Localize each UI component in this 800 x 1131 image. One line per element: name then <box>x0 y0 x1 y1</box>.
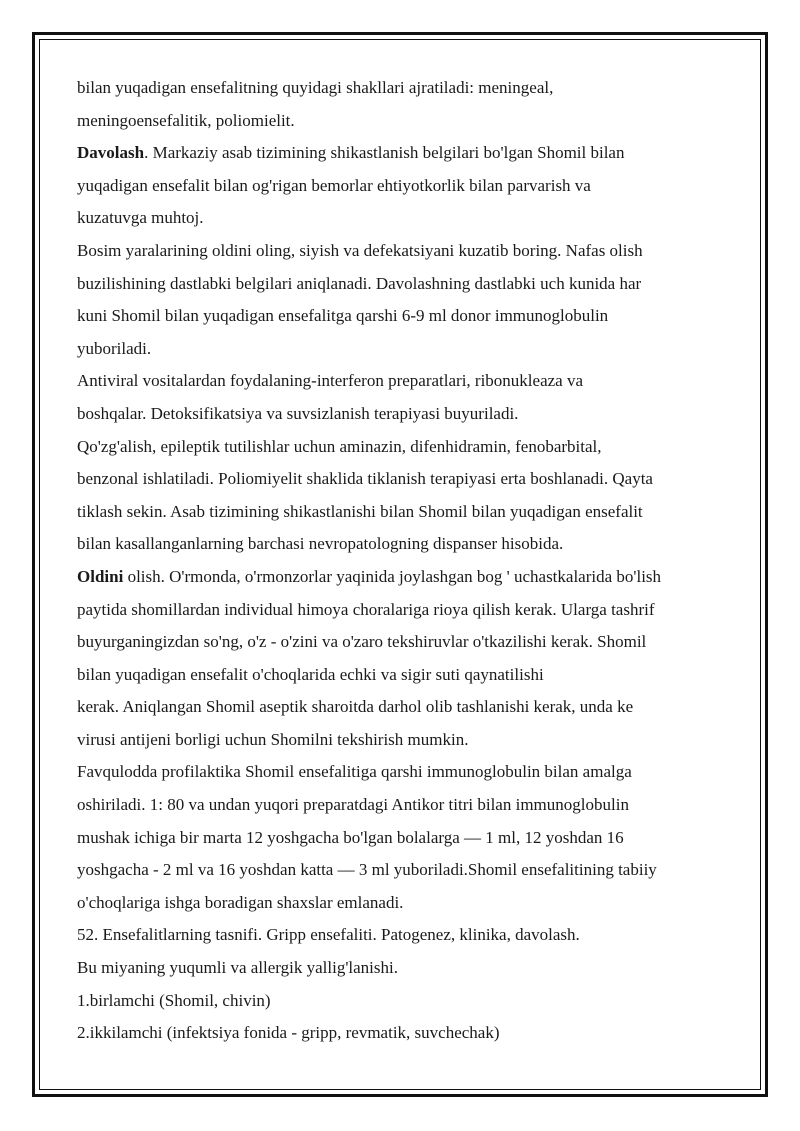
line-text: o'choqlariga ishga boradigan shaxslar emlanadi. <box>77 892 404 912</box>
line-text: bilan yuqadigan ensefalitning quyidagi shakllari ajratiladi: meningeal, <box>77 78 554 97</box>
text-line <box>77 561 727 594</box>
line-text: Bosim yaralarining oldini oling, siyish va defekatsiyani kuzatib boring. Nafas olish <box>77 240 643 260</box>
line-text: virusi antijeni borligi uchun Shomilni tekshirish mumkin. <box>77 729 469 749</box>
text-line <box>77 854 727 887</box>
line-text: buyurganingizdan so'ng, o'z - o'zini va o'zaro tekshiruvlar o'tkazilishi kerak. Shomil <box>77 632 647 652</box>
text-line <box>77 72 727 105</box>
text-line <box>77 333 727 366</box>
line-text: bilan yuqadigan ensefalit o'choqlarida echki va sigir suti qaynatilishi <box>77 664 544 684</box>
line-text: benzonal ishlatiladi. Poliomiyelit shaklida tiklanish terapiyasi erta boshlanadi. Qayta <box>77 469 653 489</box>
line-text: . Markaziy asab tizimining shikastlanish belgilari bo'lgan Shomil bilan <box>144 143 625 163</box>
bold-heading: Oldini <box>77 566 124 586</box>
text-line <box>77 952 727 985</box>
text-line <box>77 463 727 496</box>
text-line <box>77 756 727 789</box>
text-line <box>77 235 727 268</box>
text-line <box>77 268 727 301</box>
line-text: olish. O'rmonda, o'rmonzorlar yaqinida joylashgan bog ' uchastkalarida bo'lish <box>123 566 662 586</box>
line-text: kerak. Aniqlangan Shomil aseptik sharoitda darhol olib tashlanishi kerak, unda ke <box>77 697 634 717</box>
text-line <box>77 822 727 855</box>
line-text: meningoensefalitik, poliomielit. <box>77 110 295 130</box>
document-body <box>77 72 727 1050</box>
line-text: oshiriladi. 1: 80 va undan yuqori preparatdagi Antikor titri bilan immunoglobulin <box>77 795 629 815</box>
text-line <box>77 528 727 561</box>
text-line <box>77 691 727 724</box>
text-line <box>77 202 727 235</box>
line-text: buzilishining dastlabki belgilari aniqlanadi. Davolashning dastlabki uch kunida har <box>77 273 642 293</box>
text-line <box>77 398 727 431</box>
text-line <box>77 659 727 692</box>
text-line <box>77 919 727 952</box>
text-line <box>77 626 727 659</box>
text-line <box>77 594 727 627</box>
text-line <box>77 105 727 138</box>
line-text: tiklash sekin. Asab tizimining shikastlanishi bilan Shomil bilan yuqadigan ensefalit <box>77 501 643 521</box>
line-text: yuboriladi. <box>77 338 152 358</box>
text-line <box>77 789 727 822</box>
text-line <box>77 985 727 1018</box>
text-line <box>77 887 727 920</box>
bold-heading: Davolash <box>77 143 145 163</box>
text-line <box>77 170 727 203</box>
line-text: mushak ichiga bir marta 12 yoshgacha bo'lgan bolalarga — 1 ml, 12 yoshdan 16 <box>77 827 624 847</box>
line-text: Qo'zg'alish, epileptik tutilishlar uchun aminazin, difenhidramin, fenobarbital, <box>77 436 602 456</box>
line-text: bilan kasallanganlarning barchasi nevropatologning dispanser hisobida. <box>77 534 564 554</box>
line-text: boshqalar. Detoksifikatsiya va suvsizlanish terapiyasi buyuriladi. <box>77 403 519 423</box>
text-line <box>77 724 727 757</box>
line-text: Antiviral vositalardan foydalaning-interferon preparatlari, ribonukleaza va <box>77 371 584 391</box>
line-text: yuqadigan ensefalit bilan og'rigan bemorlar ehtiyotkorlik bilan parvarish va <box>77 175 591 195</box>
line-text: 1.birlamchi (Shomil, chivin) <box>77 990 271 1010</box>
line-text: 2.ikkilamchi (infektsiya fonida - gripp, revmatik, suvchechak) <box>77 1023 500 1043</box>
text-line <box>77 496 727 529</box>
line-text: paytida shomillardan individual himoya choralariga rioya qilish kerak. Ularga tashrif <box>77 599 655 619</box>
line-text: kuzatuvga muhtoj. <box>77 208 204 228</box>
line-text: yoshgacha - 2 ml va 16 yoshdan katta — 3 ml yuboriladi.Shomil ensefalitining tabiiy <box>77 860 657 880</box>
text-line <box>77 431 727 464</box>
text-line <box>77 300 727 333</box>
text-line <box>77 137 727 170</box>
line-text: Bu miyaning yuqumli va allergik yallig'lanishi. <box>77 958 398 978</box>
line-text: kuni Shomil bilan yuqadigan ensefalitga qarshi 6-9 ml donor immunoglobulin <box>77 306 609 326</box>
text-line <box>77 365 727 398</box>
line-text: 52. Ensefalitlarning tasnifi. Gripp ensefaliti. Patogenez, klinika, davolash. <box>77 925 580 945</box>
text-line <box>77 1017 727 1050</box>
line-text: Favqulodda profilaktika Shomil ensefalitiga qarshi immunoglobulin bilan amalga <box>77 762 632 782</box>
